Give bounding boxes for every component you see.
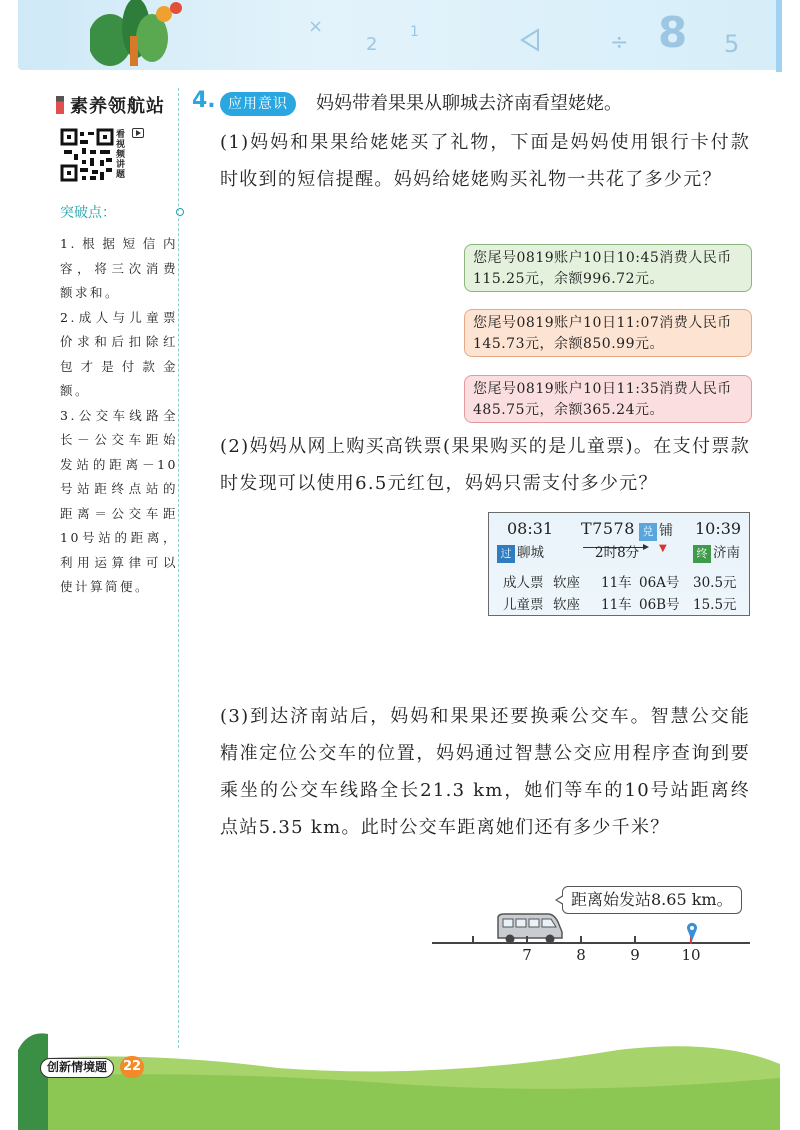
- part-1-text: (1)妈妈和果果给姥姥买了礼物，下面是妈妈使用银行卡付款时收到的短信提醒。妈妈给姥姥购买礼物一共花了多少元？: [220, 132, 750, 190]
- sms-line: 115.25元，余额996.72元。: [473, 271, 664, 287]
- depart-time: 08:31: [507, 519, 554, 538]
- axis-tick: [580, 936, 582, 944]
- location-pin-icon: [686, 922, 698, 942]
- sms-line: 485.75元，余额365.24元。: [473, 402, 664, 418]
- car-number: 11车: [601, 575, 632, 591]
- train-badges: [639, 520, 673, 541]
- axis-tick: [634, 936, 636, 944]
- video-play-icon: [132, 128, 144, 138]
- digit-decoration: 8: [658, 8, 688, 57]
- ticket-price: 30.5元: [693, 575, 737, 591]
- digit-decoration: 2: [366, 34, 378, 55]
- seat-number: 06A号: [639, 575, 680, 591]
- sms-line: 145.73元，余额850.99元。: [473, 336, 664, 352]
- part-3-text: (3)到达济南站后，妈妈和果果还要换乘公交车。智慧公交能精准定位公交车的位置，妈妈通过智慧公交应用程序查询到要乘坐的公交车线路全长21.3 km，她们等车的10号站距离终点站5.35 km。此时公交车距离她们还有多少千米？: [220, 706, 750, 838]
- axis-label: 7: [522, 946, 532, 964]
- number-line-axis: [432, 942, 750, 944]
- from-badge: 过: [497, 545, 515, 563]
- tip-item: 3.公交车线路全长－公交车距始发站的距离－10号站距终点站的距离＝公交车距10号站的距离，利用运算律可以使计算简便。: [60, 407, 178, 594]
- from-station: [497, 541, 544, 563]
- tip-item: 1.根据短信内容，将三次消费额求和。: [60, 236, 178, 300]
- digit-decoration: 5: [724, 30, 740, 58]
- tip-item: 2.成人与儿童票价求和后扣除红包才是付款金额。: [60, 309, 178, 398]
- tips-list: [60, 232, 178, 600]
- sms-message: [464, 309, 752, 357]
- axis-label: 10: [681, 946, 701, 964]
- train-number: T7578: [581, 519, 635, 538]
- red-triangle-icon: ▼: [659, 543, 667, 554]
- qr-label: 看视频讲题: [116, 130, 126, 180]
- car-number: 11车: [601, 597, 632, 613]
- axis-label: 9: [630, 946, 640, 964]
- duration: 2时8分: [595, 545, 640, 561]
- seat-type: 软座: [553, 597, 580, 613]
- footer-category-label: 创新情境题: [40, 1058, 114, 1078]
- sidebar-divider: [178, 88, 179, 1048]
- question-intro: 妈妈带着果果从聊城去济南看望姥姥。: [316, 93, 622, 114]
- tips-heading: 突破点：: [60, 205, 116, 221]
- axis-label: 8: [576, 946, 586, 964]
- pu-badge: 铺: [659, 523, 673, 539]
- sms-line: 您尾号0819账户10日11:07消费人民币: [473, 315, 732, 331]
- bookmark-icon: [56, 96, 64, 114]
- arrive-time: 10:39: [695, 519, 742, 538]
- to-badge: 终: [693, 545, 711, 563]
- ticket-type: 儿童票: [503, 597, 544, 613]
- sms-message: [464, 375, 752, 423]
- dui-badge: 兑: [639, 523, 657, 541]
- axis-tick: [472, 936, 474, 944]
- page-header-band: [18, 0, 780, 70]
- page-number: 22: [120, 1056, 144, 1078]
- divide-symbol: ÷: [610, 30, 629, 55]
- bus-icon: [494, 912, 566, 944]
- sms-line: 您尾号0819账户10日10:45消费人民币: [473, 250, 732, 266]
- seat-type: 软座: [553, 575, 580, 591]
- seat-number: 06B号: [639, 597, 680, 613]
- sms-line: 您尾号0819账户10日11:35消费人民币: [473, 381, 732, 397]
- qr-code-icon[interactable]: [60, 128, 114, 182]
- question-number: 4.: [192, 88, 216, 113]
- times-symbol: ×: [308, 16, 324, 37]
- from-name: 聊城: [517, 545, 544, 561]
- train-ticket: [488, 512, 750, 616]
- ticket-price: 15.5元: [693, 597, 737, 613]
- ticket-type: 成人票: [503, 575, 544, 591]
- sidebar-title-text: 素养领航站: [70, 96, 165, 117]
- part-2-text: (2)妈妈从网上购买高铁票(果果购买的是儿童票)。在支付票款时发现可以使用6.5元红包，妈妈只需支付多少元？: [220, 436, 750, 494]
- plant-illustration: [90, 0, 190, 66]
- sidebar-title: [18, 90, 178, 118]
- triangle-icon: [518, 28, 542, 52]
- number-line-figure: [432, 886, 762, 976]
- sms-message: [464, 244, 752, 292]
- header-stripe: [776, 0, 782, 72]
- axis-tick: [526, 936, 528, 944]
- speech-bubble: 距离始发站8.65 km。: [562, 886, 742, 914]
- digit-decoration: 1: [410, 24, 419, 40]
- to-name: 济南: [713, 545, 740, 561]
- to-station: [693, 541, 740, 563]
- skill-tag: 应用意识: [220, 92, 296, 116]
